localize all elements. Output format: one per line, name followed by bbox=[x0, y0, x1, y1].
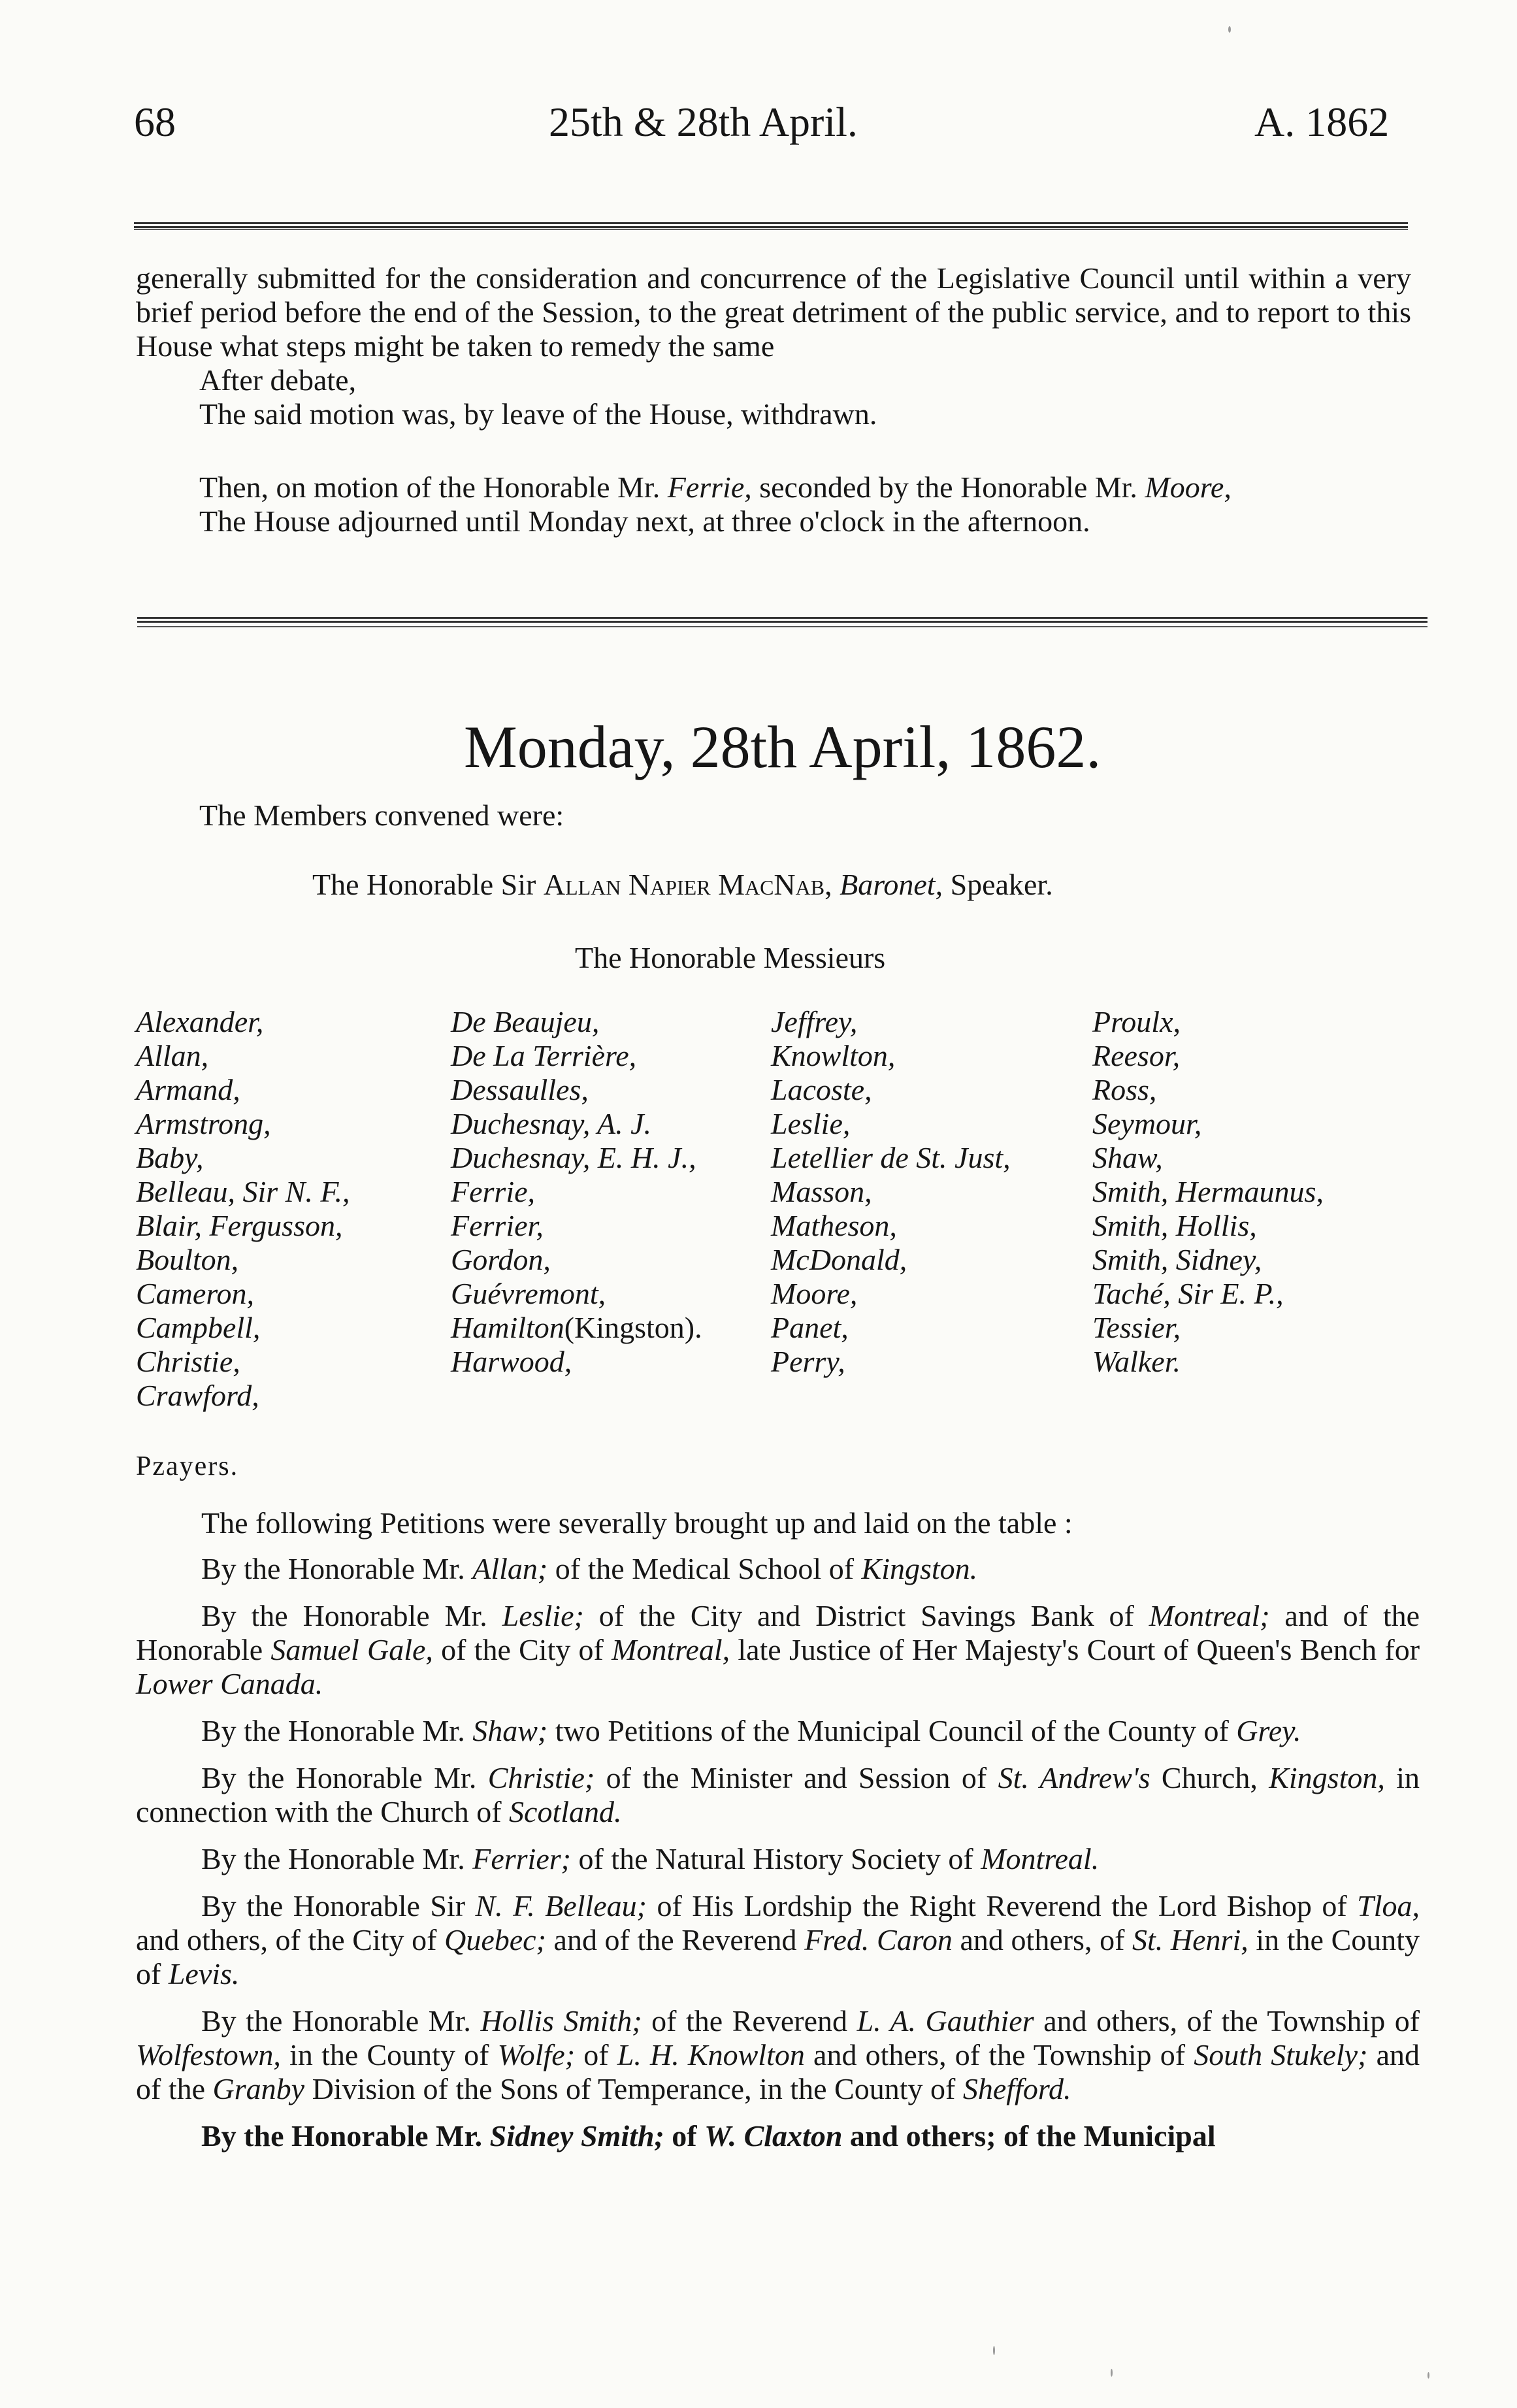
page-number: 68 bbox=[134, 99, 176, 145]
petition-entry: By the Honorable Mr. Allan; of the Medical School of Kingston. bbox=[201, 1552, 978, 1585]
member-name: Smith, Sidney, bbox=[1092, 1243, 1262, 1276]
messieurs-heading: The Honorable Messieurs bbox=[575, 941, 886, 974]
petition-entry: By the Honorable Mr. Hollis Smith; of the Reverend L. A. Gauthier and others, of the Township of Wolfestown, in the County of Wolfe; of L. H. Knowlton and others, of the Township of South Stukely; and of the Granby Division of the Sons of Temperance, in the County of Shefford. bbox=[136, 2004, 1420, 2105]
member-name: Proulx, bbox=[1092, 1005, 1181, 1038]
member-name: Campbell, bbox=[136, 1311, 261, 1344]
member-name: Armstrong, bbox=[136, 1107, 271, 1140]
petition-entry: By the Honorable Sir N. F. Belleau; of His Lordship the Right Reverend the Lord Bishop of Tloa, and others, of the City of Quebec; and of the Reverend Fred. Caron and others, of St. Henri, in the County of Levis. bbox=[136, 1889, 1420, 1990]
member-name: Armand, bbox=[136, 1073, 240, 1106]
member-name: Ross, bbox=[1092, 1073, 1157, 1106]
adjournment-line: The House adjourned until Monday next, at three o'clock in the afternoon. bbox=[199, 504, 1090, 538]
member-name: De Beaujeu, bbox=[451, 1005, 600, 1038]
member-name: Duchesnay, E. H. J., bbox=[451, 1141, 696, 1174]
member-name: Cameron, bbox=[136, 1277, 255, 1310]
speaker-line: The Honorable Sir Allan Napier MacNab, Baronet, Speaker. bbox=[312, 868, 1053, 901]
member-name: Tessier, bbox=[1092, 1311, 1181, 1344]
member-name: Belleau, Sir N. F., bbox=[136, 1175, 350, 1208]
member-name: Letellier de St. Just, bbox=[771, 1141, 1011, 1174]
prayers-heading: Pzayers. bbox=[136, 1451, 239, 1481]
running-year: A. 1862 bbox=[1254, 99, 1390, 145]
petition-entry: By the Honorable Mr. Ferrier; of the Natural History Society of Montreal. bbox=[201, 1842, 1100, 1875]
member-name: De La Terrière, bbox=[451, 1039, 637, 1072]
member-name: Perry, bbox=[771, 1345, 845, 1378]
member-name: Dessaulles, bbox=[451, 1073, 589, 1106]
member-name: Boulton, bbox=[136, 1243, 239, 1276]
member-name: Jeffrey, bbox=[771, 1005, 858, 1038]
member-name: Baby, bbox=[136, 1141, 204, 1174]
member-name: Crawford, bbox=[136, 1379, 259, 1412]
petitions-section bbox=[136, 1506, 1420, 2166]
scan-speck bbox=[1427, 2372, 1429, 2379]
petition-entry: By the Honorable Mr. Sidney Smith; of W. Claxton and others; of the Municipal bbox=[201, 2119, 1216, 2152]
member-name: Duchesnay, A. J. bbox=[451, 1107, 652, 1140]
member-name: Harwood, bbox=[451, 1345, 572, 1378]
member-name: Walker. bbox=[1092, 1345, 1181, 1378]
member-name: Christie, bbox=[136, 1345, 240, 1378]
petitions-intro: The following Petitions were severally brought up and laid on the table : bbox=[201, 1506, 1073, 1540]
member-name: Smith, Hermaunus, bbox=[1092, 1175, 1324, 1208]
member-name: Reesor, bbox=[1092, 1039, 1181, 1072]
member-name: McDonald, bbox=[771, 1243, 907, 1276]
running-title: 25th & 28th April. bbox=[549, 99, 858, 145]
member-name-hamilton: Hamilton(Kingston). bbox=[451, 1311, 702, 1344]
member-name: Ferrier, bbox=[451, 1209, 544, 1242]
member-name: Smith, Hollis, bbox=[1092, 1209, 1257, 1242]
member-name: Allan, bbox=[136, 1039, 209, 1072]
member-name: Taché, Sir E. P., bbox=[1092, 1277, 1284, 1310]
motion-continuation: generally submitted for the consideration and concurrence of the Legislative Council until within a very brief period before the end of the Session, to the great detriment of the public service, and to report to this House what steps might be taken to remedy the same bbox=[136, 261, 1411, 363]
scan-speck bbox=[1228, 26, 1231, 33]
member-name: Lacoste, bbox=[771, 1073, 872, 1106]
petition-entry: By the Honorable Mr. Christie; of the Minister and Session of St. Andrew's Church, Kingston, in connection with the Church of Scotland. bbox=[136, 1761, 1420, 1828]
member-name: Shaw, bbox=[1092, 1141, 1163, 1174]
petition-entry: By the Honorable Mr. Shaw; two Petitions of the Municipal Council of the County of Grey. bbox=[201, 1714, 1301, 1747]
petition-entry: By the Honorable Mr. Leslie; of the City and District Savings Bank of Montreal; and of the Honorable Samuel Gale, of the City of Montreal, late Justice of Her Majesty's Court of Queen's Bench for Lower Canada. bbox=[136, 1599, 1420, 1700]
member-name: Moore, bbox=[771, 1277, 858, 1310]
scan-speck bbox=[993, 2346, 995, 2355]
header-rule bbox=[134, 222, 1408, 228]
after-debate: After debate, bbox=[199, 363, 357, 397]
scan-speck bbox=[1111, 2369, 1113, 2377]
member-name: Ferrie, bbox=[451, 1175, 536, 1208]
members-convened: The Members convened were: bbox=[199, 799, 564, 832]
member-name: Leslie, bbox=[771, 1107, 851, 1140]
member-name: Blair, Fergusson, bbox=[136, 1209, 343, 1242]
adjournment-motion: Then, on motion of the Honorable Mr. Ferrie, seconded by the Honorable Mr. Moore, bbox=[199, 470, 1232, 504]
motion-withdrawn: The said motion was, by leave of the House, withdrawn. bbox=[199, 397, 877, 431]
section-rule-thin bbox=[137, 626, 1427, 627]
member-name: Masson, bbox=[771, 1175, 872, 1208]
member-name: Panet, bbox=[771, 1311, 849, 1344]
members-column-1 bbox=[136, 1005, 350, 1413]
members-column-2 bbox=[451, 1005, 702, 1379]
member-name: Alexander, bbox=[136, 1005, 264, 1038]
sitting-title: Monday, 28th April, 1862. bbox=[464, 714, 1101, 780]
member-name: Guévremont, bbox=[451, 1277, 606, 1310]
header-rule-thin bbox=[134, 229, 1408, 230]
member-name: Gordon, bbox=[451, 1243, 551, 1276]
member-name: Seymour, bbox=[1092, 1107, 1202, 1140]
members-column-3 bbox=[771, 1005, 1011, 1379]
section-rule bbox=[137, 617, 1427, 623]
members-column-4 bbox=[1092, 1005, 1324, 1379]
member-name: Knowlton, bbox=[771, 1039, 896, 1072]
member-name: Matheson, bbox=[771, 1209, 897, 1242]
